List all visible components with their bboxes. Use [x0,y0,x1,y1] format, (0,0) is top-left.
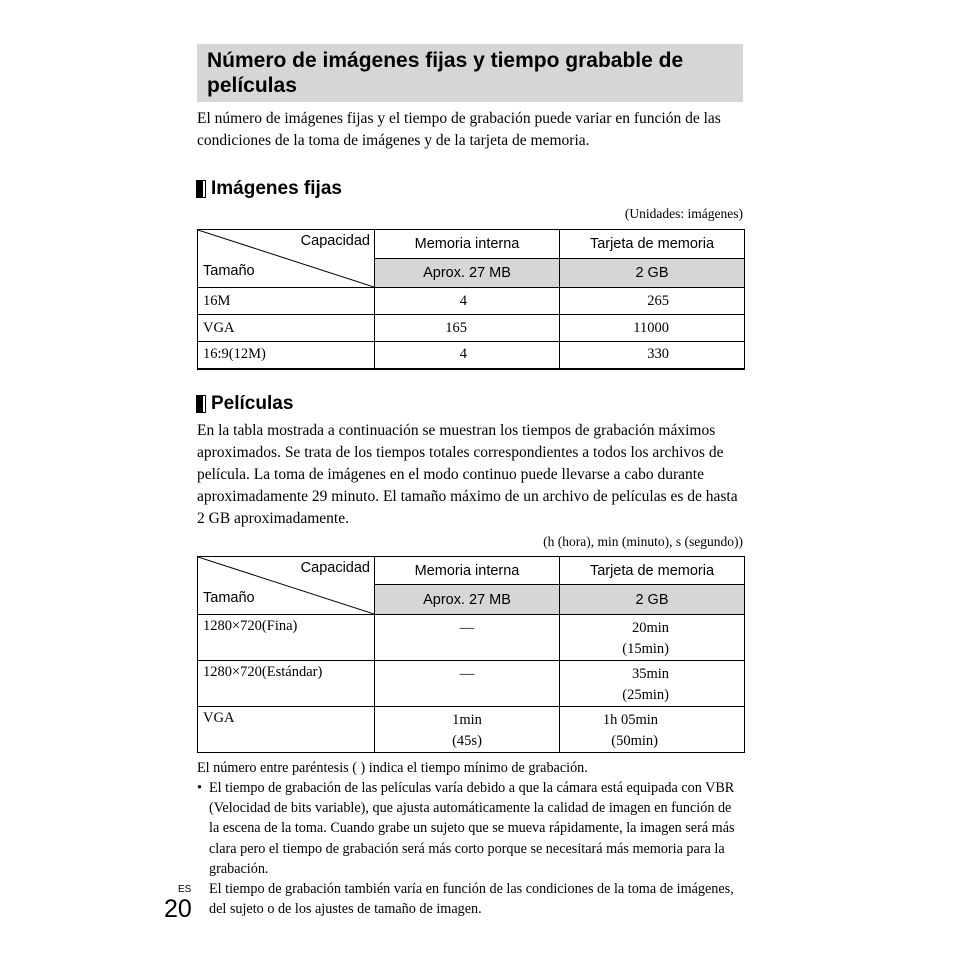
internal-time-min: (45s) [452,733,482,749]
memory-card-header: Tarjeta de memoria [560,557,745,585]
section-marker-icon [197,181,205,197]
card-time-min: (15min) [622,641,669,657]
size-cell: 1280×720(Estándar) [198,661,375,707]
page-number: 20 [164,895,192,923]
intro-paragraph: El número de imágenes fijas y el tiempo de grabación puede variar en función de las condiciones de la toma de imágenes y de la tarjeta de memoria. [197,110,721,149]
card-capacity-header: 2 GB [560,259,745,288]
language-code: ES [178,884,192,895]
page-title-banner [197,44,743,102]
section-marker-icon [197,396,205,412]
table-row [198,661,745,707]
internal-time-cell [375,661,560,707]
page-title: Número de imágenes fijas y tiempo grabable de películas [207,49,684,97]
movies-paragraph: En la tabla mostrada a continuación se muestran los tiempos de grabación máximos aproximados. Se trata de los tiempos totales correspondientes a todos los archivos de película. La toma de imágenes en el modo continuo puede llevarse a cabo durante aproximadamente 29 minuto. El tamaño máximo de un archivo de películas es de hasta 2 GB aproximadamente. [197,422,738,527]
bullet-icon: • [197,780,202,796]
size-cell: 16:9(12M) [198,342,375,369]
card-time-cell [560,707,745,753]
card-time-value: 1h 05min [602,712,658,728]
size-label: Tamaño [203,263,255,279]
internal-capacity-header: Aprox. 27 MB [375,259,560,288]
movies-heading [197,393,293,415]
internal-count-cell: 4 [375,342,560,369]
still-units-note: (Unidades: imágenes) [624,206,743,221]
memory-card-header: Tarjeta de memoria [560,230,745,259]
still-images-heading [197,178,342,200]
internal-time-value: — [459,620,475,636]
table-row [198,615,745,661]
movies-heading-text: Películas [211,393,294,414]
still-images-heading-text: Imágenes fijas [211,178,342,199]
size-label: Tamaño [203,590,255,606]
internal-memory-header: Memoria interna [375,230,560,259]
card-time-value: 35min [631,666,669,682]
capacity-label: Capacidad [300,560,370,576]
vbr-bullet-note [197,778,745,879]
table-row [198,288,745,315]
vbr-bullet-text: El tiempo de grabación de las películas varía debido a que la cámara está equipada con VBR (Velocidad de bits variable), que ajusta automáticamente la calidad de imagen en función de la escena de la toma. Cuando grabe un sujeto que se mueva rápidamente, la imagen será más clara pero el tiempo de grabación será más corto porque se necesitará más memoria para la grabación. [209,780,735,877]
table-header-row [198,557,745,585]
header-diagonal-cell [198,230,375,288]
header-diagonal-cell [198,557,375,615]
size-cell: VGA [198,315,375,342]
table-row [198,707,745,753]
capacity-label: Capacidad [300,233,370,249]
table-row [198,315,745,342]
card-time-min: (25min) [622,687,669,703]
internal-memory-header: Memoria interna [375,557,560,585]
card-time-cell [560,615,745,661]
size-cell: VGA [198,707,375,753]
internal-count-cell: 4 [375,288,560,315]
internal-time-cell [375,707,560,753]
card-time-min: (50min) [611,733,658,749]
card-count-cell: 265 [560,288,745,315]
card-count-cell: 11000 [560,315,745,342]
internal-time-value: 1min [452,712,482,728]
internal-count-cell: 165 [375,315,560,342]
continuation-note: El tiempo de grabación también varía en función de las condiciones de la toma de imágenes, del sujeto o de los ajustes de tamaño de imagen. [209,881,734,918]
movies-units-note: (h (hora), min (minuto), s (segundo)) [543,534,743,549]
card-count-cell: 330 [560,342,745,369]
table-header-row [198,230,745,259]
still-images-table [197,229,745,370]
card-time-value: 20min [631,620,669,636]
parenthesis-note: El número entre paréntesis ( ) indica el tiempo mínimo de grabación. [197,760,588,776]
size-cell: 16M [198,288,375,315]
size-cell: 1280×720(Fina) [198,615,375,661]
card-time-cell [560,661,745,707]
internal-time-value: — [459,666,475,682]
internal-time-cell [375,615,560,661]
movies-table [197,556,745,753]
card-capacity-header: 2 GB [560,585,745,615]
internal-capacity-header: Aprox. 27 MB [375,585,560,615]
table-row [198,342,745,369]
